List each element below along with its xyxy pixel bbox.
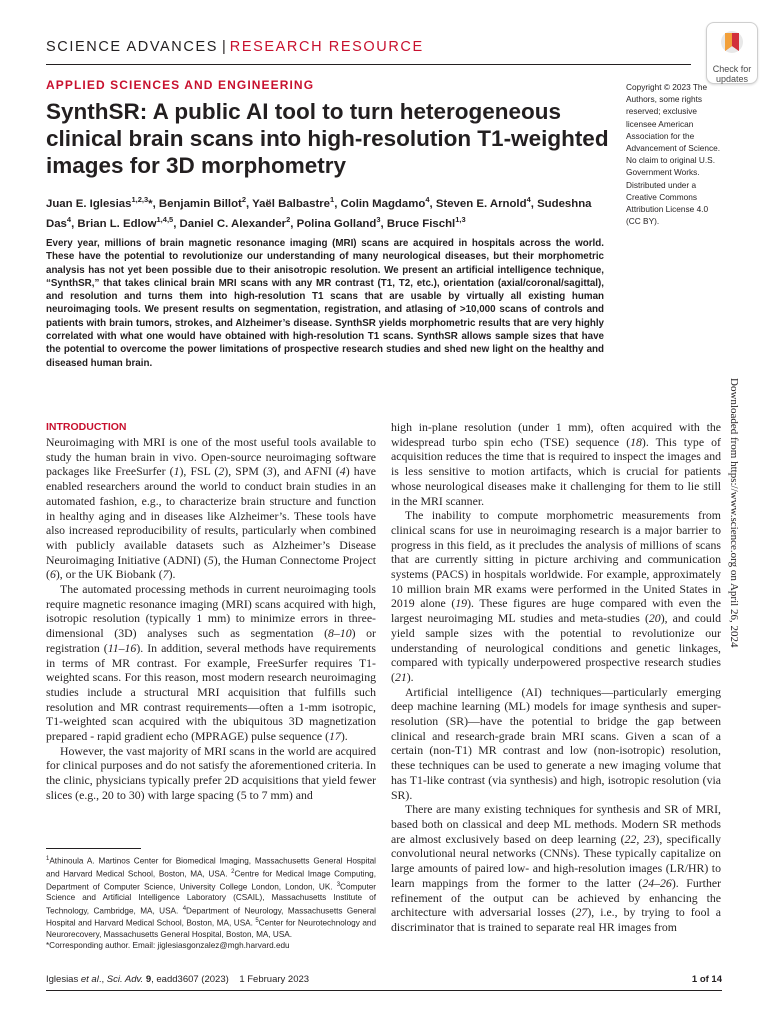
- body-paragraph: However, the vast majority of MRI scans in the world are acquired for clinical purposes and do not satisfy the aforementioned criteria. In the clinic, physicians typically prefer 2D acquisitions that yield fewer slices (e.g., 20 to 30) with large spacing (5 to 7 mm) and: [46, 743, 376, 802]
- column-left: [46, 420, 376, 803]
- body-paragraph: Artificial intelligence (AI) techniques—particularly emerging deep machine learning (ML) models for image synthesis and super-resolution (SR)—have the potential to bridge the gap between clinical and research-grade brain MRI scans. Given a scan of a certain (non-T1) MR contrast and low (non-isotropic) resolution, these techniques can be used to generate a new imaging volume that has T1-like contrast (via synthesis) and high, isotropic resolution (via SR).: [391, 684, 721, 802]
- affiliations-footnote: [46, 854, 376, 951]
- body-paragraph: Neuroimaging with MRI is one of the most useful tools available to study the human brain in vivo. Open-source neuroimaging software packages like FreeSurfer (1), FSL (2), SPM (3), and AFNI (4) have enabled researchers around the world to conduct brain studies in an automated fashion, e.g., to characterize brain structure and function in healthy aging and in diseases like Alzheimer’s. These tools have also increased reproducibility of results, particularly when combined with publicly available datasets such as Alzheimer’s Disease Neuroimaging Initiative (ADNI) (5), the Human Connectome Project (6), or the UK Biobank (7).: [46, 435, 376, 582]
- copyright-notice: Copyright © 2023 The Authors, some rights reserved; exclusive licensee American Association for the Advancement of Science. No claim to original U.S. Government Works. Distributed under a Creative Commons Attribution License 4.0 (CC BY).: [626, 82, 721, 227]
- body-paragraph: The inability to compute morphometric measurements from clinical scans for use in neuroimaging research is a major barrier to progress in this field, as it precludes the analysis of millions of scans that are currently sitting in picture archiving and communication systems (PACS) in hospitals worldwide. For example, approximately 10 million brain MR exams were performed in the United States in 2019 alone (19). These figures are huge compared with even the largest neuroimaging ML studies and meta-studies (20), and could yield sample sizes with the potential to revolutionize our understanding of neurological conditions and genetic linkages, compared with typically underpowered prospective research studies (21).: [391, 508, 721, 684]
- page-number: 1 of 14: [691, 974, 722, 985]
- citation-footer: Iglesias et al., Sci. Adv. 9, eadd3607 (2023) 1 February 2023: [46, 974, 310, 985]
- body-paragraph: There are many existing techniques for synthesis and SR of MRI, based both on classical and deep ML methods. Modern SR methods are almost exclusively based on deep learning (22, 23), specifically convolutional neural networks (CNNs). These typically capitalize on large amounts of paired low- and high-resolution images (LR/HR) to learn mappings from the former to the latter (24–26). Further refinement of the output can be achieved by enhancing the architecture with adversarial losses (27), i.e., by trying to fool a discriminator that is trained to separate real HR images from: [391, 802, 722, 934]
- header-separator: |: [221, 39, 226, 55]
- footnote-rule: [46, 848, 141, 849]
- crossmark-icon: [720, 29, 744, 61]
- author-list: Juan E. Iglesias$^{1,2,3}$*, Benjamin Billot$^2$, Yaël Balbastre$^1$, Colin Magdamo$^4$, Steven E. Arnold$^4$, Sudeshna Das$^4$, Brian L. Edlow$^{1,4,5}$, Daniel C. Alexander$^2$, Polina Golland$^3$, Bruce Fischl$^{1,3}$: [46, 195, 592, 230]
- journal-name: SCIENCE ADVANCES: [46, 39, 218, 55]
- affiliations: $^1$Athinoula A. Martinos Center for Biomedical Imaging, Massachusetts General Hospital and Harvard Medical School, Boston, MA, USA. $^2$Centre for Medical Image Computing, Department of Computer Science, University College London, London, UK. $^3$Computer Science and Artificial Intelligence Laboratory (CSAIL), Massachusetts Institute of Technology, Cambridge, MA, USA. $^4$Department of Neurology, Massachusetts General Hospital and Harvard Medical School, Boston, MA, USA. $^5$Center for Neurotechnology and Neurorecovery, Massachusetts General Hospital, Boston, MA, USA.: [46, 856, 376, 940]
- download-notice[interactable]: Downloaded from https://www.science.org on April 26, 2024: [728, 378, 740, 648]
- badge-line-2: updates: [715, 74, 749, 84]
- footer-rule: [46, 990, 722, 991]
- check-for-updates-button[interactable]: [706, 22, 758, 84]
- introduction-heading: INTRODUCTION: [46, 421, 127, 433]
- corresponding-author: *Corresponding author. Email: jiglesiasgonzalez@mgh.harvard.edu: [46, 941, 290, 951]
- body-paragraph: The automated processing methods in current neuroimaging tools require magnetic resonance imaging (MRI) scans acquired with high, isotropic resolution (typically 1 mm) to minimize errors in three-dimensional (3D) analyses such as segmentation (8–10) or registration (11–16). In addition, several methods have requirements in terms of MR contrast. For example, FreeSurfer requires T1-weighted scans. For this reason, most modern research neuroimaging studies include a structural MRI acquisition that fulfills such resolution and MR contrast requirements—often a 1-mm isotropic, T1-weighted scan acquired with the ubiquitous 3D magnetization prepared - rapid gradient echo (MPRAGE) pulse sequence (17).: [46, 582, 376, 744]
- body-paragraph: high in-plane resolution (under 1 mm), often acquired with the widespread turbo spin echo (TSE) sequence (18). This type of acquisition reduces the time that is required to inspect the images and is less sensitive to motion artifacts, which is crucial for patients whose neurological diseases make it challenging for them to lie still in the MRI scanner.: [391, 420, 721, 508]
- article-title: SynthSR: A public AI tool to turn heterogeneous clinical brain scans into high-resolution T1-weighted images for 3D morphometry: [46, 99, 609, 178]
- header-rule: [46, 64, 691, 65]
- section-label: APPLIED SCIENCES AND ENGINEERING: [46, 78, 315, 92]
- article-type: RESEARCH RESOURCE: [229, 39, 424, 55]
- column-right: [391, 420, 721, 935]
- badge-line-1: Check for: [712, 64, 752, 74]
- abstract: Every year, millions of brain magnetic resonance imaging (MRI) scans are acquired in hospitals across the world. These have the potential to revolutionize our understanding of many neurological diseases, but their morphometric analysis has not yet been possible due to their anisotropic resolution. We present an artificial intelligence technique, “SynthSR,” that takes clinical brain MRI scans with any MR contrast (T1, T2, etc.), orientation (axial/coronal/sagittal), and resolution and turns them into high-resolution T1 scans that are usable by virtually all existing human neuroimaging tools. We present results on segmentation, registration, and atlasing of >10,000 scans of controls and patients with brain tumors, strokes, and Alzheimer’s disease. SynthSR yields morphometric results that are very highly correlated with what one would have obtained with high-resolution T1 scans. SynthSR allows sample sizes that have the potential to overcome the power limitations of prospective research studies and shed new light on the healthy and diseased human brain.: [46, 238, 604, 369]
- journal-header: [46, 39, 424, 55]
